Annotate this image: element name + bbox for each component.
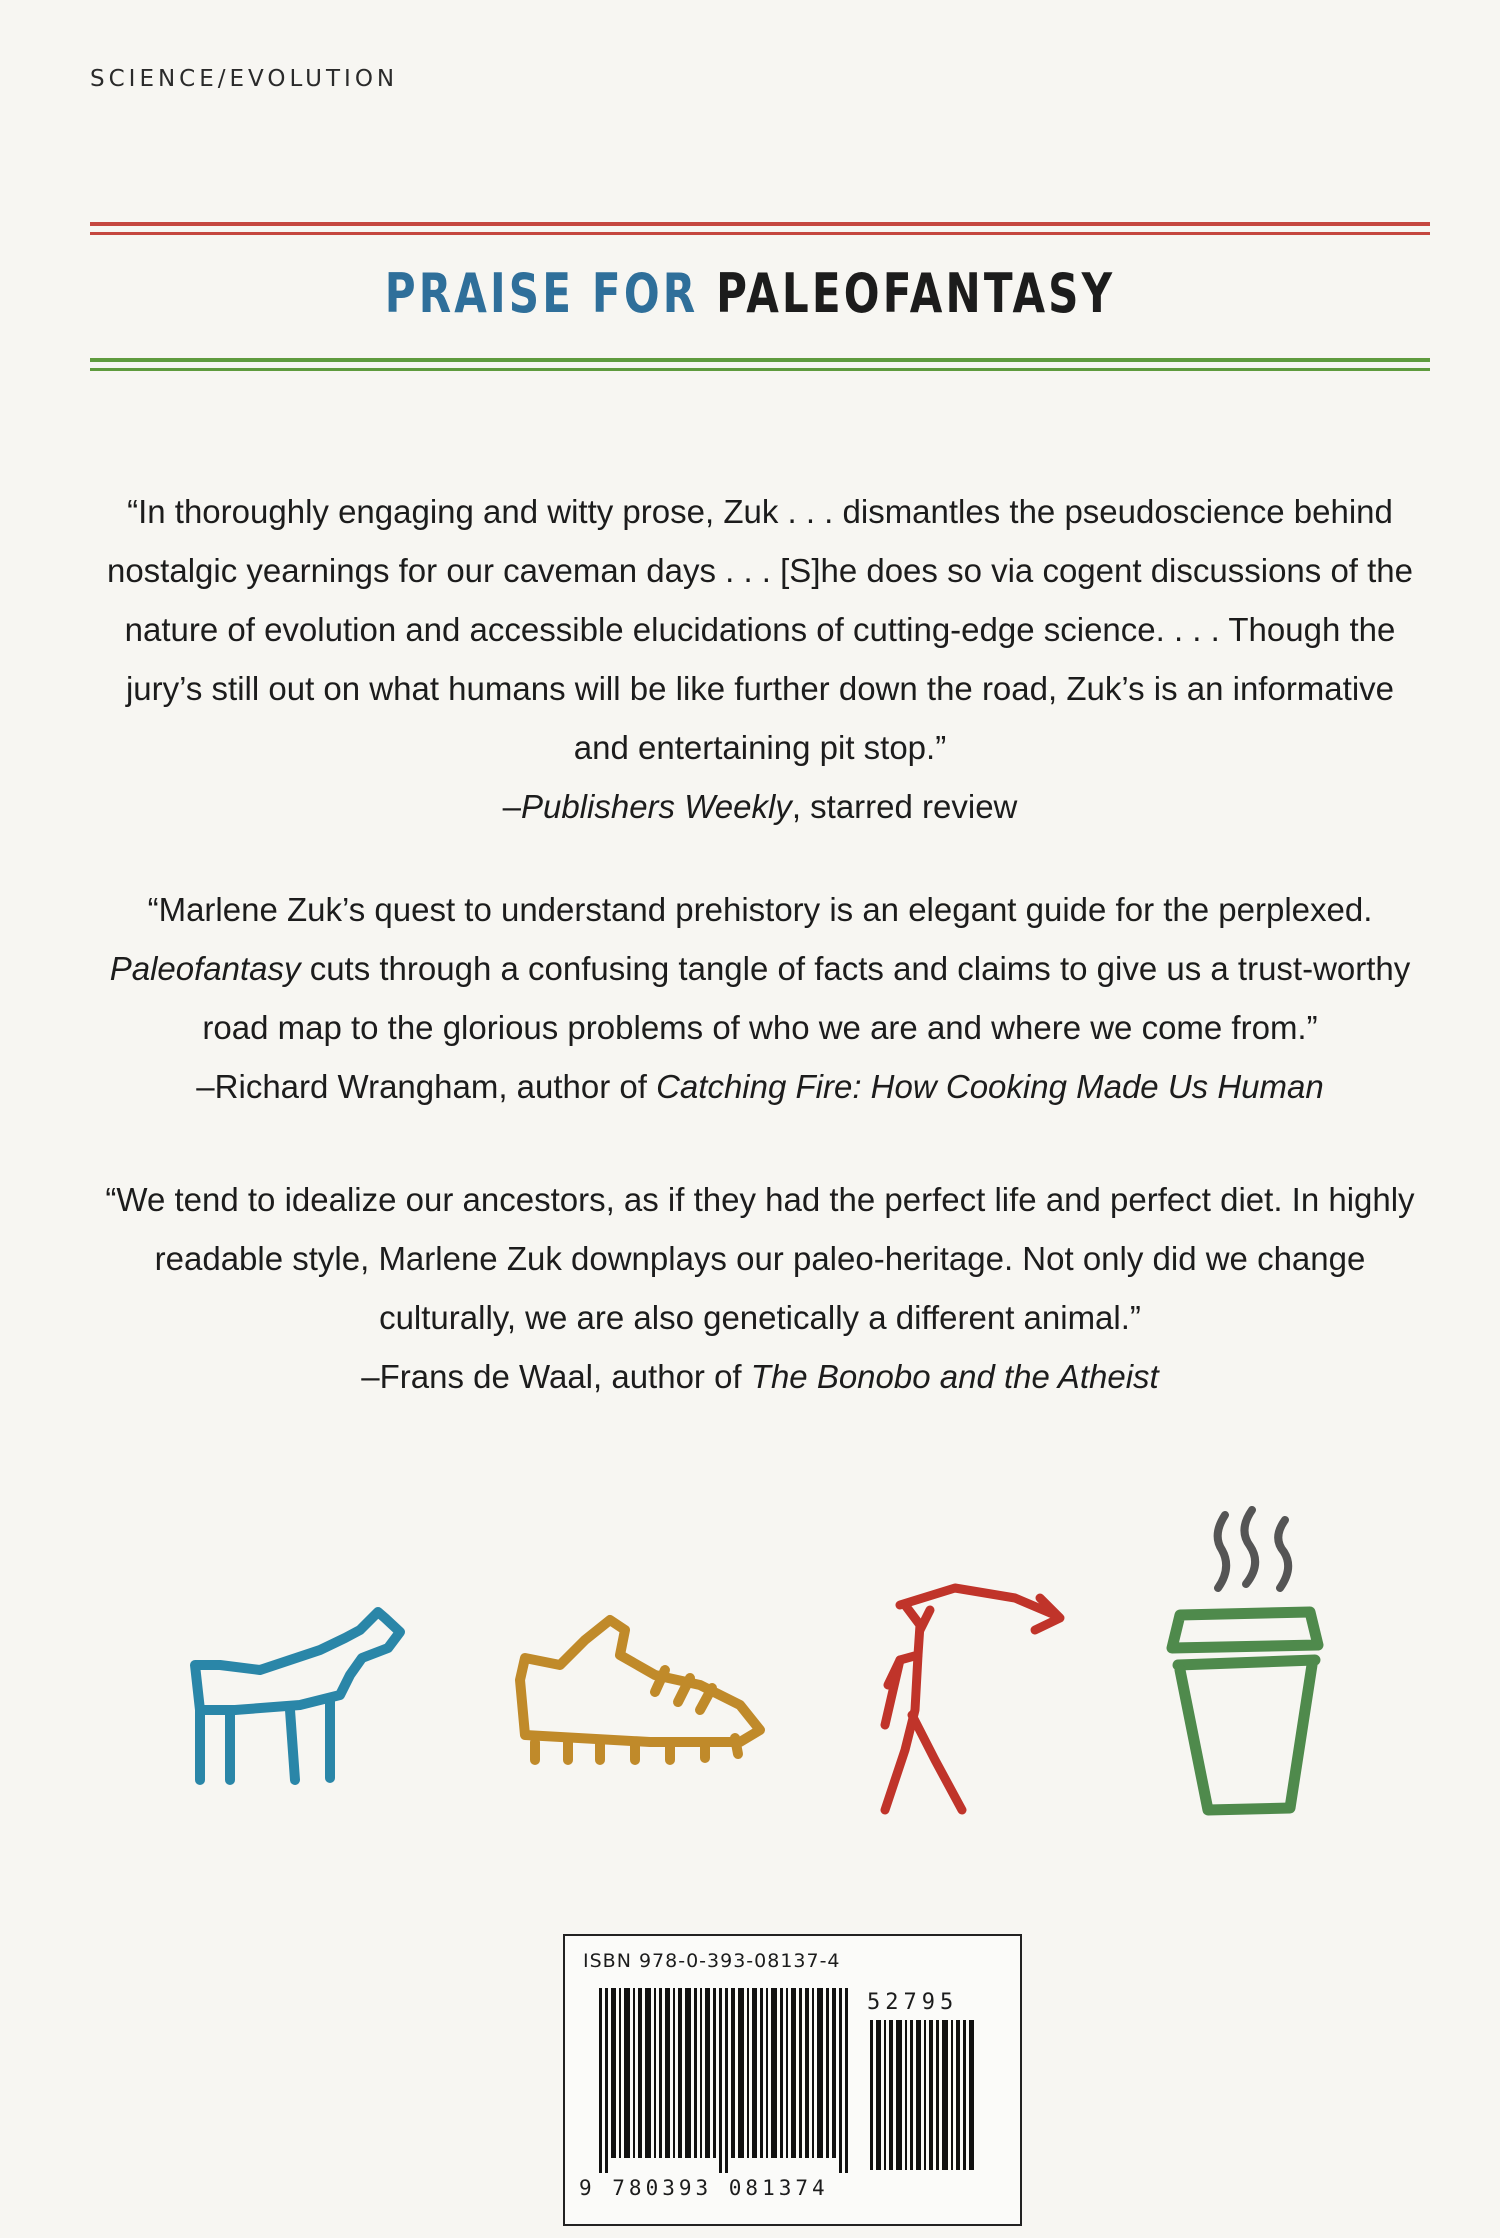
quote-1-source: Publishers Weekly [520, 788, 792, 825]
isbn-text: ISBN 978-0-393-08137-4 [583, 1950, 841, 1972]
quote-2-work: Catching Fire: How Cooking Made Us Human [656, 1068, 1324, 1105]
praise-heading [165, 262, 1335, 325]
price-code: 52795 [867, 1990, 959, 2015]
quote-3-attribution: –Frans de Waal, author of The Bonobo and the Atheist [361, 1358, 1159, 1395]
category-label: SCIENCE/EVOLUTION [90, 66, 399, 92]
sneaker-drawing [520, 1620, 760, 1760]
quote-3 [95, 1170, 1425, 1406]
barcode-box [563, 1934, 1022, 2226]
coffee-cup-drawing [1172, 1612, 1318, 1810]
quote-2-text: “Marlene Zuk’s quest to understand prehistory is an elegant guide for the perplexed. Paleofantasy cuts through a confusing tangle of facts and claims to give us a trust-worthy road map to the glorious problems of who we are and where we come from.” [109, 891, 1411, 1046]
quote-2-book-title: Paleofantasy [109, 950, 301, 987]
quote-1-text: “In thoroughly engaging and witty prose, Zuk . . . dismantles the pseudoscience behind nostalgic yearnings for our caveman days . . . [S]he does so via cogent discussions of the nature of evolution and accessible elucidations of cutting-edge science. . . . Though the jury’s still out on what humans will be like further down the road, Zuk’s is an informative and entertaining pit stop.” [106, 493, 1414, 766]
spear-thrower-drawing [885, 1588, 1060, 1810]
rule-red-bottom [90, 232, 1430, 235]
illustrations [0, 1480, 1500, 1820]
quote-2-attribution: –Richard Wrangham, author of Catching Fire: How Cooking Made Us Human [196, 1068, 1324, 1105]
rule-red-top [90, 222, 1430, 226]
animal-drawing [195, 1612, 400, 1780]
price-barcode [870, 2020, 980, 2170]
barcode-number: 9 780393 081374 [579, 2176, 829, 2200]
quote-3-work: The Bonobo and the Atheist [750, 1358, 1159, 1395]
quote-1 [95, 482, 1425, 836]
steam-drawing [1218, 1510, 1289, 1588]
isbn-barcode [599, 1988, 854, 2173]
quote-2 [95, 880, 1425, 1116]
rule-green-bottom [90, 368, 1430, 371]
quote-1-attribution: –Publishers Weekly, starred review [502, 788, 1018, 825]
rule-green-top [90, 358, 1430, 362]
quote-3-text: “We tend to idealize our ancestors, as if they had the perfect life and perfect diet. In highly readable style, Marlene Zuk downplays our paleo-heritage. Not only did we change culturally, we are also genetically a different animal.” [105, 1181, 1415, 1336]
book-title: PALEOFANTASY [716, 262, 1116, 325]
praise-prefix: PRAISE FOR [384, 262, 699, 325]
